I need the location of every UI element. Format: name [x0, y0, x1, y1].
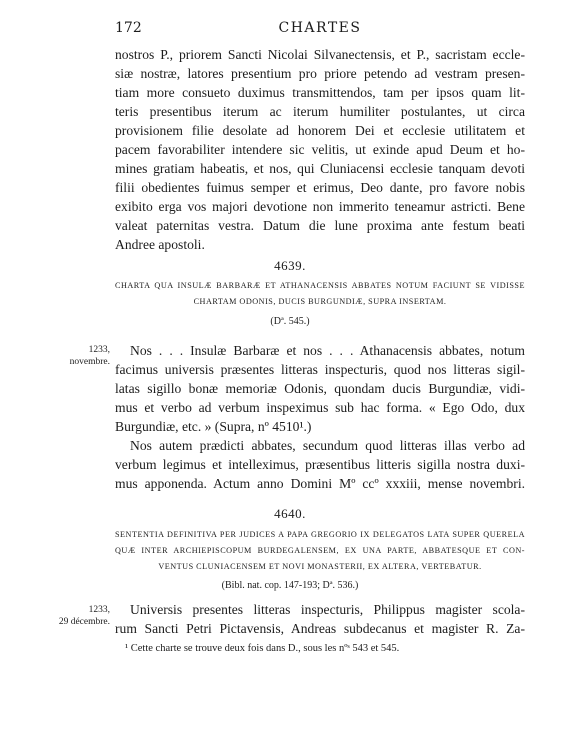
margin-date-month: novembre. [69, 357, 110, 367]
charter-text-line: facimus universis præsentes litteras inspecturis, quod nos litteras sigil- [115, 362, 525, 377]
page-header [115, 18, 525, 40]
charter-reference: (Bibl. nat. cop. 147-193; Dª. 536.) [221, 580, 359, 591]
margin-date-year: 1233, [88, 605, 110, 615]
margin-date [18, 604, 110, 628]
charter-number: 4639. [274, 258, 306, 273]
charter-text-line: mus et verbo ad verbum inspeximus sub hac forma. « Ego Odo, dux [115, 400, 525, 415]
margin-date [18, 344, 110, 368]
intro-line: Andree apostoli. [115, 237, 205, 252]
charter-title-line: CHARTAM ODONIS, DUCIS BURGUNDIÆ, SUPRA INSERTAM. [193, 297, 447, 306]
footnote: ¹ Cette charte se trouve deux fois dans D., sous les nºˢ 543 et 545. [125, 643, 400, 654]
charter-text-line: Nos autem prædicti abbates, secundum quod litteras illas verbo ad [130, 438, 525, 453]
charter-title-line: VENTUS CLUNIACENSEM ET NOVI MONASTERII, EX ALTERA, VERTEBATUR. [158, 562, 482, 571]
charter-text-line: Nos . . . Insulæ Barbaræ et nos . . . Athanacensis abbates, notum [130, 343, 525, 358]
margin-date-month: 29 décembre. [58, 617, 110, 627]
charter-text-line: verbum legimus et intelleximus, præsentibus litteris sigilla nostra duxi- [115, 457, 525, 472]
intro-line: tiam more consueto duximus transmittendos, tam per ipsos quam lit- [115, 85, 525, 100]
charter-title-line: SENTENTIA DEFINITIVA PER JUDICES A PAPA GREGORIO IX DELEGATOS LATA SUPER QUERELA [115, 530, 525, 539]
intro-line: pacem favorabiliter intendere sic velitis, ut exinde apud Deum et ho- [115, 142, 525, 157]
charter-number: 4640. [274, 506, 306, 521]
intro-line: nostros P., priorem Sancti Nicolai Silvanectensis, et P., sacristam eccle- [115, 47, 525, 62]
margin-date-year: 1233, [88, 345, 110, 355]
intro-line: mines gratiam habeatis, et nos, qui Cluniacensi ecclesie tanquam devoti [115, 161, 525, 176]
intro-line: provisionem filie desolate ad honorem Dei et ecclesie utilitatem et [115, 123, 525, 138]
intro-line: teris presentibus iterum ac iterum humiliter postulantes, ut circa [115, 104, 525, 119]
intro-line: siæ nostræ, latores presentium pro priore petendo ad vestram presen- [115, 66, 525, 81]
charter-text-line: Burgundiæ, etc. » (Supra, nº 4510¹.) [115, 419, 312, 434]
charter-title-line: QUÆ INTER ARCHIEPISCOPUM BURDEGALENSEM, EX UNA PARTE, ABBATESQUE ET CON- [115, 546, 525, 555]
charter-text-line: rum Sancti Petri Pictavensis, Andreas subdecanus et magister R. Za- [115, 621, 525, 636]
intro-line: filii obedientes fuimus semper et erimus, Deo dante, pro favore nobis [115, 180, 525, 195]
charter-text-line: latas sigillo bonæ memoriæ Odonis, quondam ducis Burgundiæ, vidi- [115, 381, 525, 396]
charter-reference: (Dª. 545.) [270, 316, 310, 327]
intro-line: exibito erga vos majori devotione non immerito teneamur astricti. Bene [115, 199, 525, 214]
charter-title-line: CHARTA QUA INSULÆ BARBARÆ ET ATHANACENSIS ABBATES NOTUM FACIUNT SE VIDISSE [115, 281, 525, 290]
intro-line: valeat paternitas vestra. Datum die lune proxima ante festum beati [115, 218, 525, 233]
charter-text-line: mus apponenda. Actum anno Domini Mº ccº xxxiii, mense novembri. [115, 476, 525, 491]
running-title: CHARTES [278, 20, 362, 36]
page-number: 172 [115, 20, 142, 36]
charter-text-line: Universis presentes litteras inspecturis, Philippus magister scola- [130, 602, 525, 617]
